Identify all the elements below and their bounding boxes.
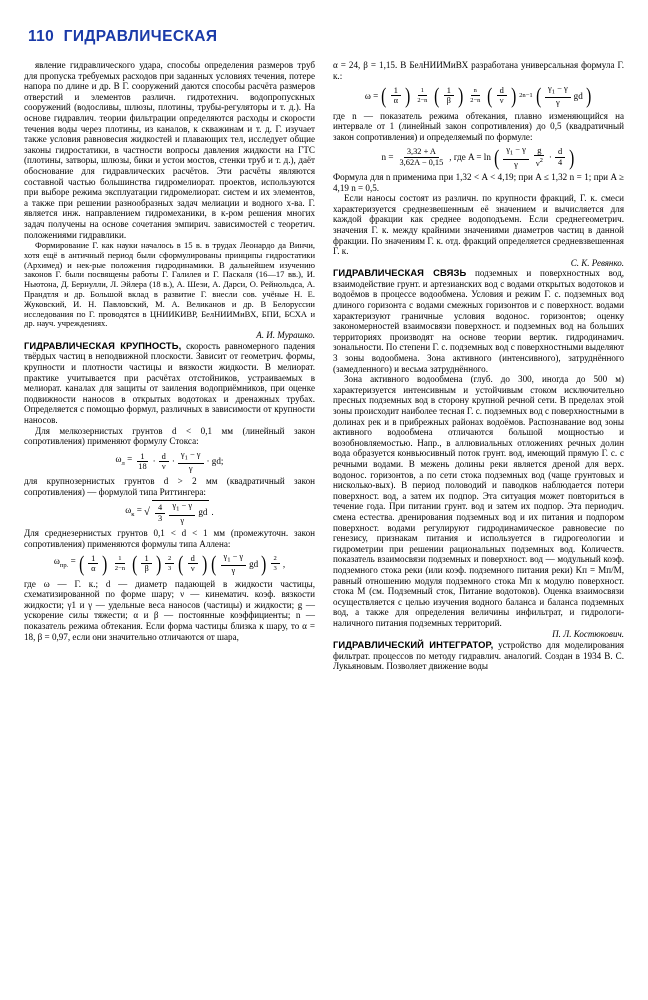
left-para-5: для крупнозернистых грунтов d > 2 мм (квадратичный закон сопротивления) — формулой типа Риттингера: [24,476,315,497]
right-para-5: подземных и поверхностных вод, взаимодействие грунт. и артезианских вод с водами открытых водотоков и водоёмов в процессе водообмена. Условия и режим Г. с. подземных вод длиного горизонта с водами смежных горизонтов и с поверхност. водами характеризуют граничные условия водонос. горизонтов; оценку закономерностей взаимосвязи поверхност. и подземных вод на больших территориях производят на основе теории вертик. гидродинамич. зональности. По степени Г. с. подземных вод с поверхностными выделяют 3 зоны водообмена. Зона активного (интенсивного), затруднённого (замедленного) и весьма затруднённого. [333,268,624,374]
entry-title-hydraulic-connection: ГИДРАВЛИЧЕСКАЯ СВЯЗЬ [333,267,467,279]
running-head: ГИДРАВЛИЧЕСКАЯ [63,28,218,45]
entry-hydraulic-integrator [333,640,624,672]
entry-hydraulic-connection [333,268,624,374]
right-para-3: Формула для n применима при 1,32 < A < 4,19; при A ≤ 1,32 n = 1; при A ≥ 4,19 n = 0,5. [333,171,624,193]
page-number: 110 [28,28,55,45]
right-signature-1: С. К. Ревянко. [570,257,624,268]
left-para-2: Формирование Г. как науки началось в 15 в. в трудах Леонардо да Винчи, хотя ещё в античный период были сформулированы принципы гидростатики (Архимед) и нек-рые положения гидродинамики. В дальнейшем изучению законов Г. были посвящены работы Г. Галилея и Г. Паскаля (16—17 вв.), И. Ньютона, Д. Бернулли, Л. Эйлера (18 в.), А. Шези, А. Дарси, О. Рейнольдса, А. Прандтля и др. Большой вклад в развитие Г. внесли сов. учёные Н. Е. Жуковский, И. Н. Павловский, М. А. Великанов и др. В Белоруссии исследования по Г. проводятся в ЦНИИКИВР, БелНИИМиВХ, БПИ, БСХА и др. науч. учреждениях. [24,240,315,329]
left-signature-1: А. И. Мурашко. [256,330,315,341]
left-para-7: где ω — Г. к.; d — диаметр падающей в жидкости частицы, схематизированной по форме шару; ν — кинематич. коэф. вязкости жидкости; γ1 и γ — удельные веса наносов (частицы) и жидкости; g — ускорение силы тяжести; α и β — постоянные коэффициенты; n — показатель режима обтекания. Если форма частицы близка к шару, то α = 18, β = 0,97, если они значительно отличаются от шара, [24,578,315,642]
entry-title-hydraulic-integrator: ГИДРАВЛИЧЕСКИЙ ИНТЕГРАТОР, [333,639,494,651]
entry-title-hydraulic-coarseness: ГИДРАВЛИЧЕСКАЯ КРУПНОСТЬ, [24,339,182,351]
formula-allen: $\omega_{пр.}$ = ( $\frac{1}{\alpha}$ ) $\frac{1}{2-n}$ ( $\frac{1}{\beta}$ ) $\frac{2}{3}$ ( $\frac{d}{\nu}$ ) ( $\frac{\gamma_1 - \gamma}{\gamma}$ gd ) $\frac{2}{3}$ , [53,551,286,577]
right-para-1: α = 24, β = 1,15. В БелНИИМиВХ разработана универсальная формула Г. к.: [333,60,624,81]
left-column [24,60,315,985]
formula-universal: ω = ( $\frac{1}{\alpha}$ ) $\frac{1}{2-n}$ ( $\frac{1}{\beta}$ ) $\frac{n}{2-n}$ ( $\frac{d}{\nu}$ ) 2n−1 ( $\frac{\gamma_1 - \gamma}{\gamma}$ gd ) [364,83,591,109]
page-header [28,28,624,46]
left-para-4: Для мелкозернистых грунтов d < 0,1 мм (линейный закон сопротивления) применяют формулу Стокса: [24,425,315,447]
right-para-7: устройство для моделирования фильтрат. процессов по методу гидравлич. аналогий. Создан в 1934 В. С. Лукьяновым. Позволяет движение воды [333,640,624,672]
right-para-6: Зона активного водообмена (глуб. до 300, иногда до 500 м) характеризуется интенсивным и устойчивым стоком исключительно пресных подземных вод в сторону крупной речной сети. В пределах этой зоны происходит наиболее тесная Г. с. подземных вод с поверхностными в долинах рек и в прибрежных районах водоёмов. Распознавание вод зоны активного водообмена отличаются большой мощностью и возобновляемостью. Напр., в аллювиальных отложениях речных долин вода образуется конвьюсивный поток грунт. вод, имеющий прямую Г. с. с речными водами. В межень долины реки является дреной для верх. водонос. горизонтов, а по сети стока подземных вод (чаще грунтовых и нисколько-вых). В период половодий и паводков наблюдается потери поверхност. вод, а затем их подпор. Эта ситуация может повториться в течение года. При питании грунт. вод и затем их подпор. Эта периодич. смена естества. дренирования подземных вод и их питания и подпором поверхност. водами регулируют гидродинамическое равновесие по генезису, признакам питания и используется в гидрогеологии и гидрометрии при решении рациональных подземных вод. Количеств. показатель взаимосвязи подземных и поверхност. вод — модульный коэф. подземного стока реки (или коэф. подземного питания реки) Kп = Mп/M, равный отношению модуля подземного стока Mп к модулю поверхност. стока M (см. Подземный сток, Питание водотоков). Оценка взаимосвязи осуществляется с целью изучения водного баланса и баланса подземных вод, а также для определения величины инфильтрат, и гидрологи-наличного питания подземных территорий. [333,374,624,628]
right-signature-2: П. Л. Костюкович. [552,629,624,640]
left-para-3: скорость равномерного падения твёрдых частиц в неподвижной плоскости. Зависит от геометрич. формы, крупности и плотности частицы и вязкости жидкости. В мелиорат. практике учитывается при расчётах отстойников, устраиваемых в мелиорат. каналах для защиты от заиления водоприёмников, при оценке подвижности наносов в открытых водотоках и дренажных трубах. Определяется с помощью формул, различных в зависимости от крупности наносов. [24,340,316,426]
left-para-1: явление гидравлического удара, способы определения размеров труб для пропуска требуемых расходов при заданных условиях течения, потере напора по длине и др. В Г. сооружений даются способы расчёта размеров отверстий и элементов различн. гидротехнич. водопропускных сооружений (водосливы, шлюзы, плотины, трубы-регуляторы и т. д.). На основе гидравлич. теории фильтрации определяются расходы и скорости течения воды через плотины, из каналов, к скважинам и т. д. Г. изучает также условия равновесия жидкостей и плавающих тел, исследует общие законы гидростатики, в частности вопросы давления жидкости на ГТС (плотины, затворы, шлюзы, бики и устои мостов, стенки труб и т. д.), даёт обоснование для гидравлических расчётов. Эти расчёты являются составной частью большинства гидромелиорат. проектов, используются при выборе режима эксплуатации гидромелиорат. систем и их элементов, а также при решении разнообразных задач мелиации и водного х-ва. Г. является инж. направлением гидромеханики, в к-ром решения многих задач получены на основе сочетания эмпирич. зависимостей с теоретич. положениями гидравлики. [24,60,315,240]
text-columns [24,60,624,985]
formula-rittinger: $\omega_к$ = √ $\frac{4}{3}$ $\frac{\gamma_1 - \gamma}{\gamma}$ gd . [125,501,214,525]
right-para-4: Если наносы состоят из различн. по крупности фракций, Г. к. смеси характеризуется среднезвешенным её значением и вычисляется для каждой фракции как среднее водоподъемн. Если среднегеометрич. значения Г. к. между крайними значениями диаметров частиц в данной фракции. По значениям Г. к. отд. фракций определяется средневзвешенная Г. к. [333,193,624,257]
entry-hydraulic-coarseness [24,341,315,426]
formula-n-exponent: n = $\frac{3,32 + A}{3,62A - 0,15}$ , где A = ln ( $\frac{\gamma_1 - \gamma}{\gamma}$ $\frac{g}{\nu^2}$ · $\frac{d}{4}$ ) [381,144,575,170]
formula-stokes: $\omega_л$ = $\frac{1}{18}$ · $\frac{d}{\nu}$ · $\frac{\gamma_1 - \gamma}{\gamma}$ · gd; [115,449,224,473]
right-column [333,60,624,985]
right-para-2: где n — показатель режима обтекания, плавно изменяющийся на интервале от 1 (линейный закон сопротивления) до 0,5 (квадратичный закон сопротивления) и определяемый по формуле: [333,110,624,142]
left-para-6: Для среднезернистых грунтов 0,1 < d < 1 мм (промежуточн. закон сопротивления) применяются формулы типа Аллена: [24,527,315,549]
